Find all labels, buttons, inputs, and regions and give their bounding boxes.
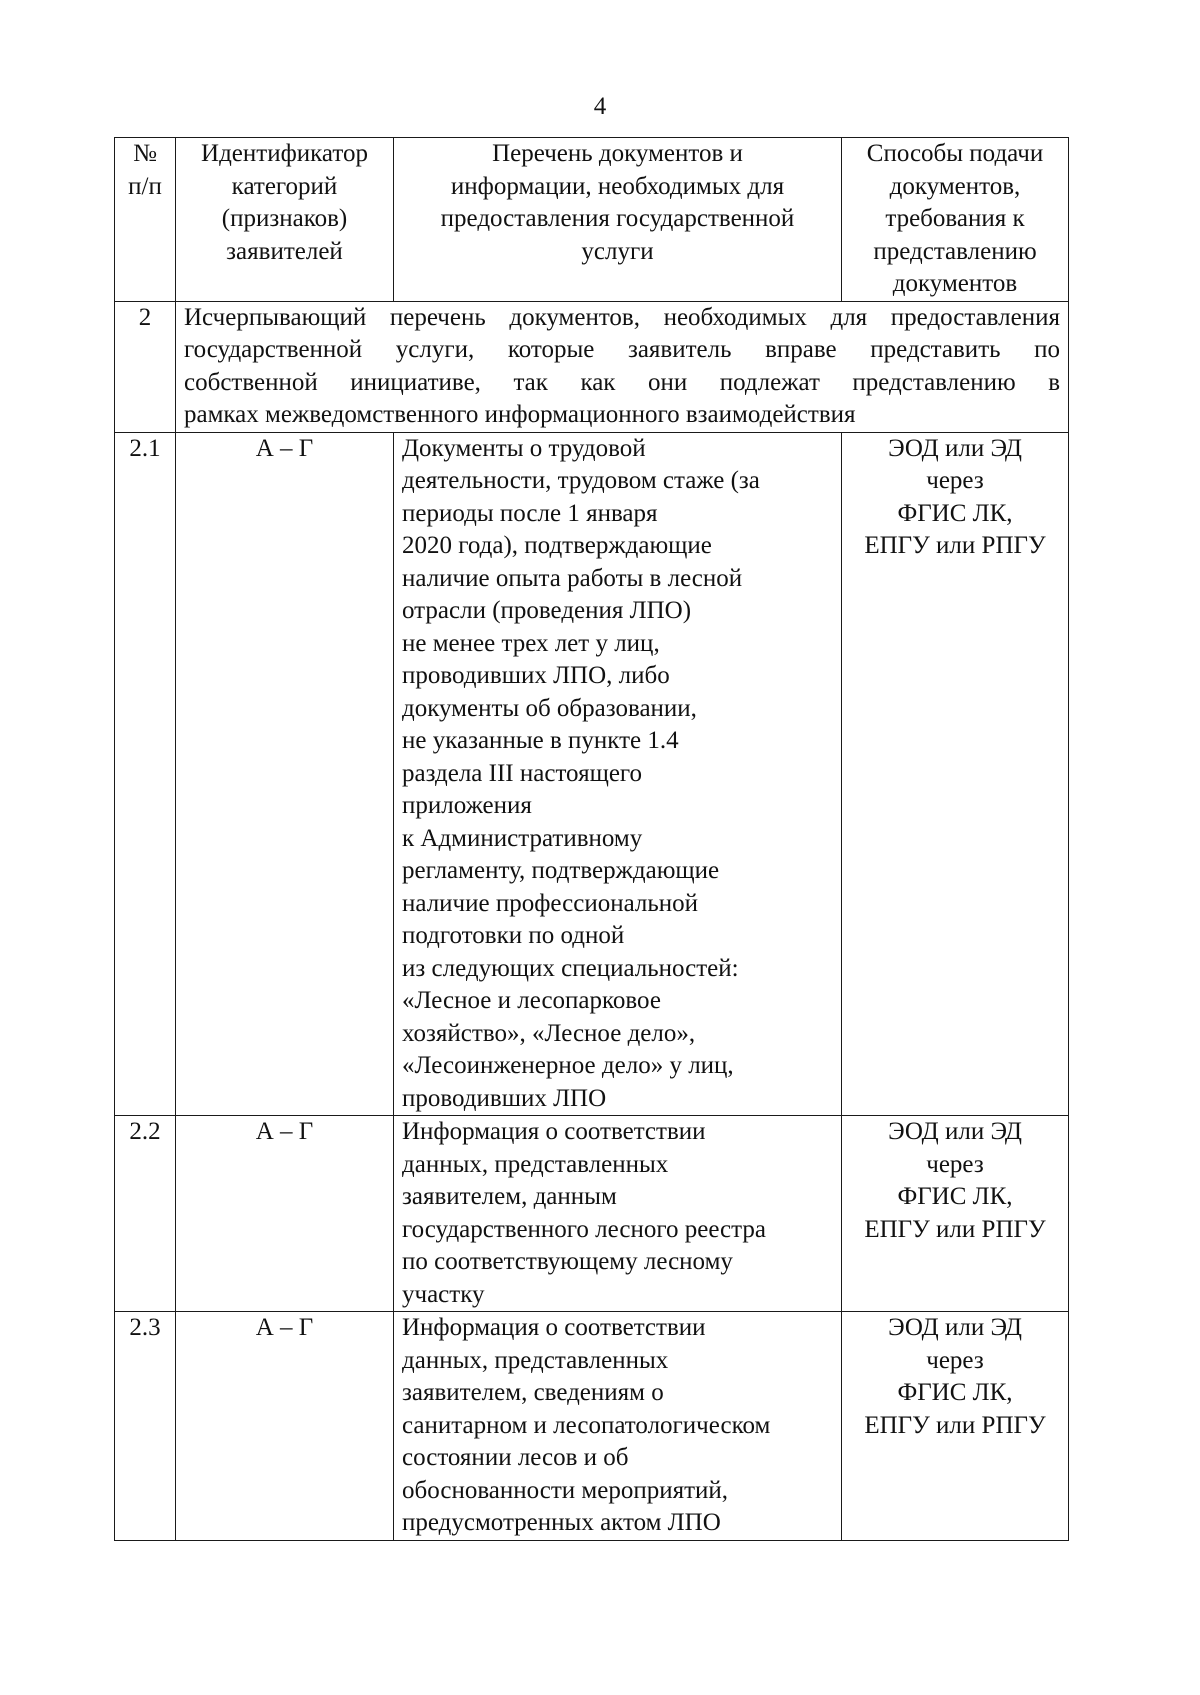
row-number: 2.3 — [115, 1312, 176, 1541]
header-documents: Перечень документов и информации, необходимых для предоставления государственной услуги — [394, 138, 842, 302]
documents-table — [114, 137, 1069, 1541]
header-category: Идентификатор категорий (признаков) заявителей — [176, 138, 394, 302]
table-row — [115, 1116, 1069, 1312]
row-number: 2.2 — [115, 1116, 176, 1312]
row-methods: ЭОД или ЭД через ФГИС ЛК, ЕПГУ или РПГУ — [842, 1312, 1069, 1541]
row-documents: Документы о трудовой деятельности, трудовом стаже (за периоды после 1 января 2020 года), подтверждающие наличие опыта работы в лесной отрасли (проведения ЛПО) не менее трех лет у лиц, проводивших ЛПО, либо документы об образовании, не указанные в пункте 1.4 раздела III настоящего приложения к Административному регламенту, подтверждающие наличие профессиональной подготовки по одной из следующих специальностей: «Лесное и лесопарковое хозяйство», «Лесное дело», «Лесоинженерное дело» у лиц, проводивших ЛПО — [394, 432, 842, 1116]
row-category: А – Г — [176, 1312, 394, 1541]
section-row — [115, 301, 1069, 432]
table-header-row — [115, 138, 1069, 302]
section-number: 2 — [115, 301, 176, 432]
row-documents: Информация о соответствии данных, представленных заявителем, сведениям о санитарном и лесопатологическом состоянии лесов и об обоснованности мероприятий, предусмотренных актом ЛПО — [394, 1312, 842, 1541]
header-number: № п/п — [115, 138, 176, 302]
row-number: 2.1 — [115, 432, 176, 1116]
row-methods: ЭОД или ЭД через ФГИС ЛК, ЕПГУ или РПГУ — [842, 432, 1069, 1116]
header-methods: Способы подачи документов, требования к представлению документов — [842, 138, 1069, 302]
table-row — [115, 432, 1069, 1116]
section-title: Исчерпывающий перечень документов, необходимых для предоставления государственной услуги, которые заявитель вправе представить по собственной инициативе, так как они подлежат представлению в рамках межведомственного информационного взаимодействия — [176, 301, 1069, 432]
table-row — [115, 1312, 1069, 1541]
row-documents: Информация о соответствии данных, представленных заявителем, данным государственного лесного реестра по соответствующему лесному участку — [394, 1116, 842, 1312]
row-category: А – Г — [176, 1116, 394, 1312]
row-methods: ЭОД или ЭД через ФГИС ЛК, ЕПГУ или РПГУ — [842, 1116, 1069, 1312]
page-number: 4 — [593, 93, 607, 120]
row-category: А – Г — [176, 432, 394, 1116]
